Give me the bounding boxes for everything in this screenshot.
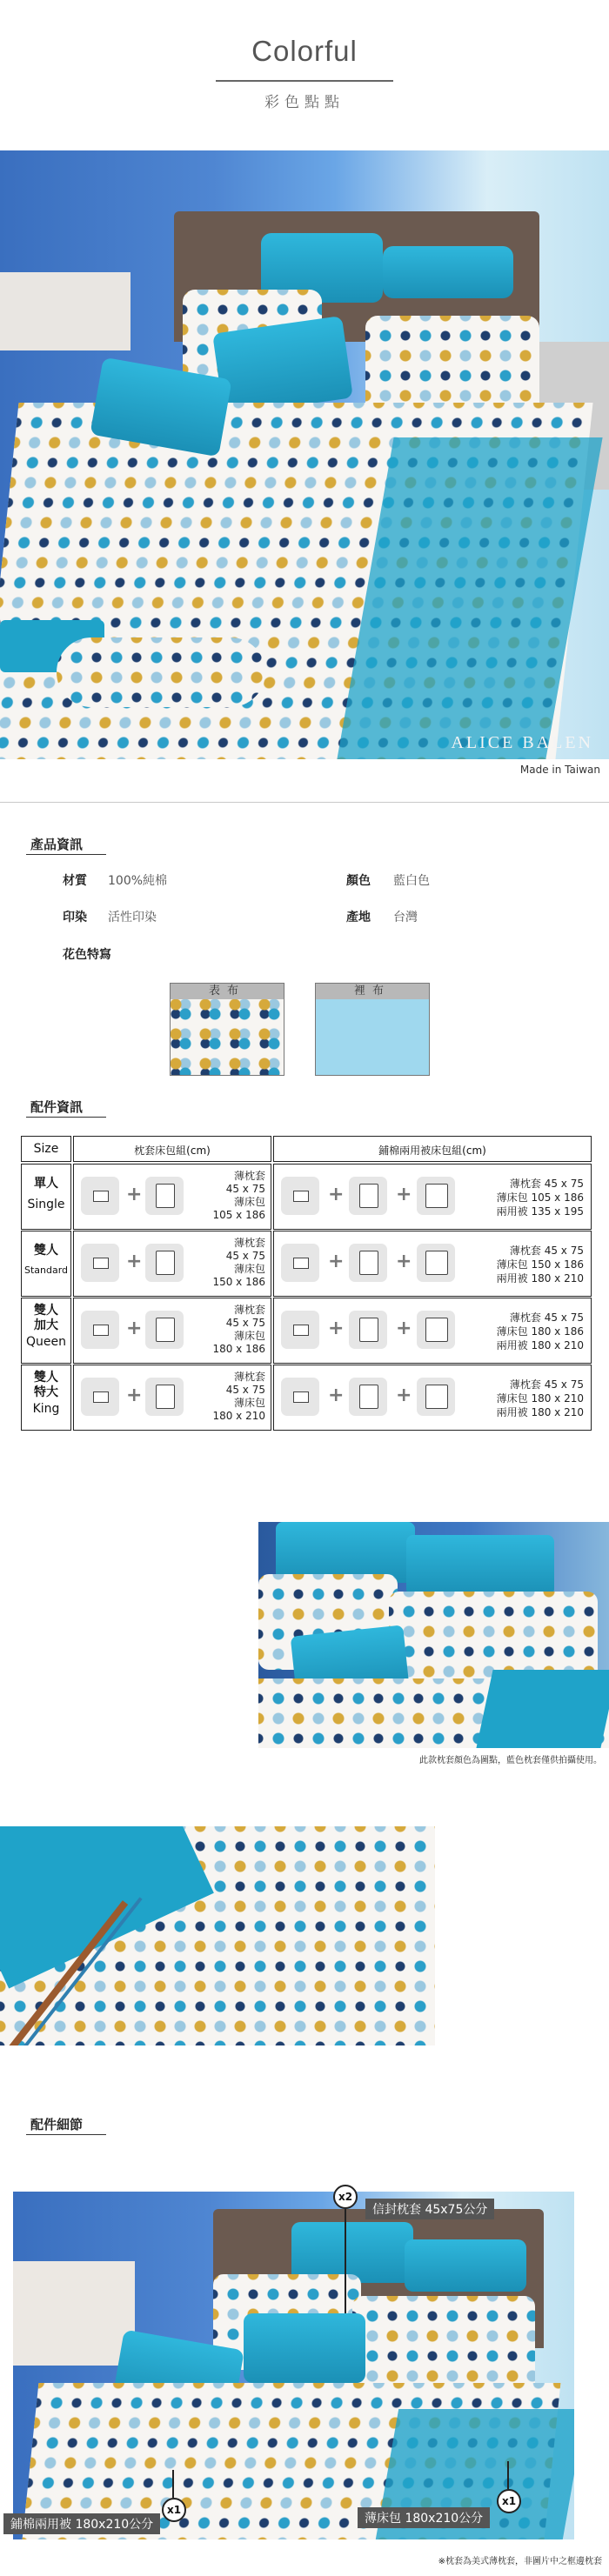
quilt-set-dims bbox=[462, 1378, 584, 1419]
fitted-sheet-icon bbox=[349, 1378, 387, 1416]
page-subtitle: 彩色點點 bbox=[264, 94, 345, 111]
details-photo bbox=[13, 2192, 574, 2539]
plus-icon: + bbox=[126, 1385, 143, 1406]
color-key: 顏色 bbox=[346, 874, 371, 888]
plus-icon: + bbox=[126, 1318, 143, 1339]
plus-icon: + bbox=[126, 1251, 143, 1272]
plus-icon: + bbox=[396, 1318, 412, 1339]
dim-line: 薄枕套 bbox=[233, 1237, 265, 1249]
quilt-set-cell bbox=[273, 1164, 592, 1230]
plus-icon: + bbox=[126, 1184, 143, 1205]
size-name-en: Standard bbox=[23, 1265, 69, 1276]
plus-icon: + bbox=[328, 1251, 345, 1272]
outer-fabric-swatch bbox=[170, 983, 284, 1076]
quilt-set-dims bbox=[462, 1311, 584, 1352]
dim-line: 薄床包 105 x 186 bbox=[496, 1191, 584, 1204]
size-cell bbox=[21, 1365, 71, 1431]
dim-line: 薄枕套 45 x 75 bbox=[509, 1378, 584, 1391]
pillowcase-icon bbox=[81, 1177, 119, 1215]
dim-line: 薄床包 bbox=[233, 1196, 265, 1208]
dim-line: 薄枕套 45 x 75 bbox=[509, 1245, 584, 1257]
quilt-callout: 鋪棉兩用被 180x210公分 bbox=[3, 2513, 160, 2534]
quilt-icon bbox=[417, 1177, 455, 1215]
pillow-sheet-dims bbox=[187, 1371, 265, 1423]
pillow-sheet-dims bbox=[187, 1237, 265, 1289]
plus-icon: + bbox=[328, 1318, 345, 1339]
size-name-cn: 雙人 加大 bbox=[34, 1304, 58, 1332]
size-name-en: Queen bbox=[26, 1335, 66, 1349]
dim-line: 兩用被 180 x 210 bbox=[496, 1272, 584, 1285]
dim-line: 150 x 186 bbox=[212, 1276, 265, 1288]
quilt-icon bbox=[417, 1244, 455, 1282]
dim-line: 薄枕套 bbox=[233, 1170, 265, 1182]
fitted-sheet-callout: 薄床包 180x210公分 bbox=[358, 2507, 490, 2528]
dim-line: 兩用被 180 x 210 bbox=[496, 1339, 584, 1351]
quilt-set-dims bbox=[462, 1244, 584, 1285]
pillow-sheet-cell bbox=[73, 1298, 271, 1364]
quilt-qty-badge: x1 bbox=[162, 2498, 186, 2522]
plus-icon: + bbox=[396, 1184, 412, 1205]
quilt-set-cell bbox=[273, 1231, 592, 1297]
pillowcase-callout: 信封枕套 45x75公分 bbox=[365, 2199, 494, 2219]
lining-fabric-label: 裡布 bbox=[316, 984, 429, 999]
dim-line: 45 x 75 bbox=[225, 1384, 265, 1396]
dim-line: 薄床包 bbox=[233, 1330, 265, 1342]
dim-line: 180 x 210 bbox=[212, 1410, 265, 1422]
closeup-photo bbox=[0, 1826, 435, 2045]
pillow-sheet-dims bbox=[187, 1170, 265, 1222]
dim-line: 45 x 75 bbox=[225, 1250, 265, 1262]
details-footnote: ※枕套為美式薄枕套，非圖片中之框邊枕套 bbox=[438, 2557, 602, 2566]
fitted-sheet-icon bbox=[145, 1311, 184, 1349]
pillowcase-icon bbox=[281, 1244, 319, 1282]
lining-fabric-swatch bbox=[315, 983, 430, 1076]
material-key: 材質 bbox=[63, 874, 87, 888]
pillow-sheet-cell bbox=[73, 1164, 271, 1230]
fitted-sheet-icon bbox=[145, 1244, 184, 1282]
size-name-cn: 雙人 bbox=[34, 1244, 58, 1258]
pillow-sheet-cell bbox=[73, 1365, 271, 1431]
pillowcase-icon bbox=[281, 1177, 319, 1215]
dim-line: 薄床包 bbox=[233, 1397, 265, 1409]
product-info-underline bbox=[26, 854, 106, 855]
fitted-sheet-qty-badge: x1 bbox=[497, 2489, 521, 2513]
pillowcase-icon bbox=[81, 1378, 119, 1416]
size-cell bbox=[21, 1298, 71, 1364]
plus-icon: + bbox=[328, 1184, 345, 1205]
origin-value: 台灣 bbox=[393, 911, 418, 924]
dim-line: 薄枕套 45 x 75 bbox=[509, 1311, 584, 1324]
dim-line: 薄床包 180 x 210 bbox=[496, 1392, 584, 1405]
dim-line: 兩用被 135 x 195 bbox=[496, 1205, 584, 1218]
pillowcase-icon bbox=[81, 1244, 119, 1282]
dyeing-value: 活性印染 bbox=[108, 911, 157, 924]
page-title: Colorful bbox=[251, 35, 358, 67]
accessories-underline bbox=[26, 1117, 106, 1118]
hero-photo bbox=[0, 150, 609, 759]
quilt-icon bbox=[417, 1378, 455, 1416]
fitted-sheet-icon bbox=[145, 1378, 184, 1416]
quilt-set-header: 鋪棉兩用被床包組(cm) bbox=[273, 1136, 592, 1162]
pillow-photo bbox=[258, 1522, 609, 1748]
dim-line: 180 x 186 bbox=[212, 1343, 265, 1355]
pillowcase-icon bbox=[81, 1311, 119, 1349]
dim-line: 薄床包 bbox=[233, 1263, 265, 1275]
dim-line: 薄枕套 45 x 75 bbox=[509, 1178, 584, 1190]
dim-line: 薄枕套 bbox=[233, 1371, 265, 1383]
size-header: Size bbox=[21, 1136, 71, 1162]
fitted-sheet-icon bbox=[349, 1244, 387, 1282]
dim-line: 105 x 186 bbox=[212, 1209, 265, 1221]
dim-line: 45 x 75 bbox=[225, 1317, 265, 1329]
fitted-sheet-icon bbox=[145, 1177, 184, 1215]
photo-note: 此款枕套顏色為圖點，藍色枕套僅供拍攝使用。 bbox=[419, 1756, 602, 1765]
details-title: 配件細節 bbox=[30, 2117, 84, 2132]
accessories-title: 配件資訊 bbox=[30, 1099, 84, 1115]
quilt-set-cell bbox=[273, 1365, 592, 1431]
size-name-cn: 雙人 特大 bbox=[34, 1371, 58, 1399]
plus-icon: + bbox=[396, 1385, 412, 1406]
outer-fabric-label: 表布 bbox=[171, 984, 284, 999]
pattern-closeup-key: 花色特寫 bbox=[63, 948, 111, 962]
section-separator bbox=[0, 802, 609, 803]
dim-line: 45 x 75 bbox=[225, 1183, 265, 1195]
size-cell bbox=[21, 1164, 71, 1230]
pillowcase-leader bbox=[345, 2209, 346, 2313]
fitted-sheet-icon bbox=[349, 1311, 387, 1349]
pillow-sheet-dims bbox=[187, 1304, 265, 1356]
dim-line: 薄床包 180 x 186 bbox=[496, 1325, 584, 1338]
pillow-sheet-header: 枕套床包組(cm) bbox=[73, 1136, 271, 1162]
size-name-en: Single bbox=[27, 1198, 65, 1211]
material-value: 100%純棉 bbox=[108, 874, 168, 888]
brand-watermark: ALICE BALEN bbox=[451, 733, 593, 752]
size-name-en: King bbox=[32, 1402, 60, 1416]
pillowcase-icon bbox=[281, 1378, 319, 1416]
pillow-sheet-cell bbox=[73, 1231, 271, 1297]
dim-line: 薄枕套 bbox=[233, 1304, 265, 1316]
fitted-sheet-icon bbox=[349, 1177, 387, 1215]
quilt-leader bbox=[172, 2470, 174, 2498]
title-divider bbox=[216, 80, 393, 82]
quilt-set-cell bbox=[273, 1298, 592, 1364]
fitted-sheet-leader bbox=[507, 2461, 509, 2489]
made-in-label: Made in Taiwan bbox=[519, 764, 600, 776]
color-value: 藍白色 bbox=[393, 874, 430, 888]
size-name-cn: 單人 bbox=[34, 1177, 58, 1191]
plus-icon: + bbox=[328, 1385, 345, 1406]
pillowcase-icon bbox=[281, 1311, 319, 1349]
quilt-icon bbox=[417, 1311, 455, 1349]
plus-icon: + bbox=[396, 1251, 412, 1272]
dyeing-key: 印染 bbox=[63, 911, 87, 924]
origin-key: 產地 bbox=[346, 911, 371, 924]
pillowcase-qty-badge: x2 bbox=[333, 2185, 358, 2209]
quilt-set-dims bbox=[462, 1177, 584, 1218]
dim-line: 薄床包 150 x 186 bbox=[496, 1258, 584, 1271]
size-cell bbox=[21, 1231, 71, 1297]
details-underline bbox=[26, 2134, 106, 2135]
dim-line: 兩用被 180 x 210 bbox=[496, 1406, 584, 1418]
product-info-title: 產品資訊 bbox=[30, 837, 84, 852]
